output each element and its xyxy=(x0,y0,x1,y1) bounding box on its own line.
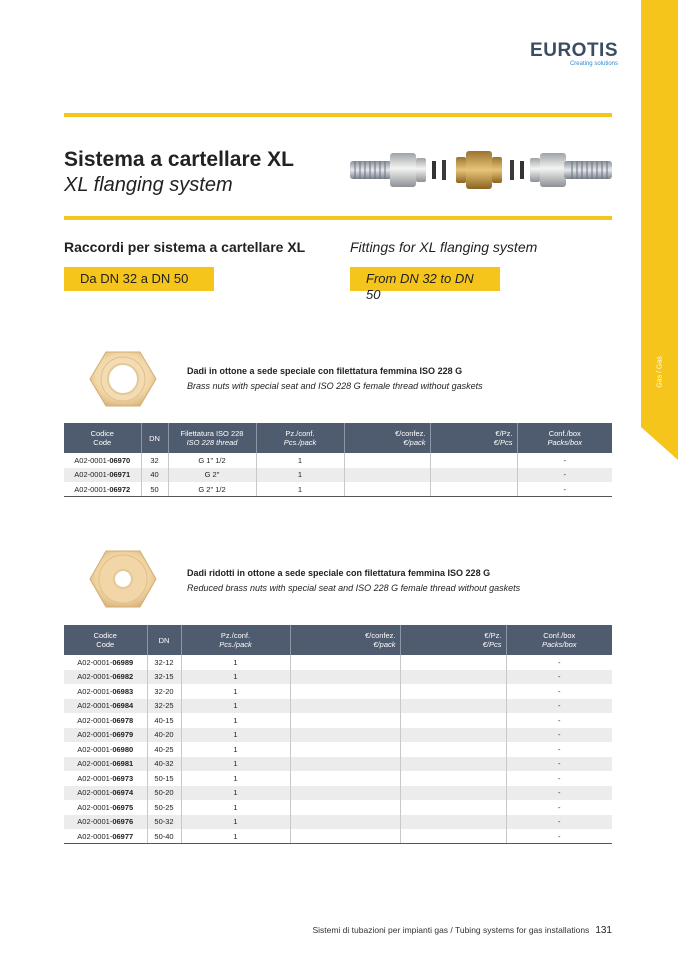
price-pcs-cell xyxy=(430,482,517,497)
price-pack-cell xyxy=(290,728,400,743)
dn-cell: 50-20 xyxy=(147,786,181,801)
col-price-pcs: €/Pz. €/Pcs xyxy=(400,625,506,655)
code-prefix: A02-0001- xyxy=(77,802,113,812)
packs-box-cell: - xyxy=(558,657,561,667)
pcs-pack-cell: 1 xyxy=(181,800,290,815)
page-number: 131 xyxy=(595,925,612,936)
table-header-row xyxy=(64,625,612,655)
price-pack-cell xyxy=(290,670,400,685)
code-cell xyxy=(64,742,147,757)
code-number: 06982 xyxy=(112,672,134,682)
price-pcs-cell xyxy=(400,670,506,685)
dn-cell: 32-12 xyxy=(147,655,181,670)
table-row xyxy=(64,713,612,728)
pcs-pack-cell: 1 xyxy=(181,742,290,757)
dn-cell: 50-15 xyxy=(147,771,181,786)
fittings-illustration xyxy=(350,147,612,193)
packs-box-cell: - xyxy=(558,802,561,812)
code-cell xyxy=(64,815,147,830)
packs-box-cell: - xyxy=(517,468,612,483)
code-prefix: A02-0001- xyxy=(77,744,113,754)
price-pack-cell xyxy=(290,815,400,830)
price-pack-cell xyxy=(290,757,400,772)
table-row xyxy=(64,453,612,468)
col-packs-box: Conf./box Packs/box xyxy=(517,423,612,453)
col-thread: Filettatura ISO 228 ISO 228 thread xyxy=(168,423,256,453)
code-cell xyxy=(64,829,147,844)
code-number: 06981 xyxy=(112,759,134,769)
packs-box-cell: - xyxy=(517,482,612,497)
chrome-nut-right xyxy=(540,153,566,187)
table-row xyxy=(64,670,612,685)
code-cell xyxy=(64,728,147,743)
price-pack-cell xyxy=(344,453,430,468)
code-cell xyxy=(64,482,141,497)
packs-box-cell: - xyxy=(506,728,612,743)
pcs-pack-cell: 1 xyxy=(256,468,344,483)
col-code: Codice Code xyxy=(64,423,141,453)
col-code: Codice Code xyxy=(64,625,147,655)
dn-cell: 32 xyxy=(141,453,168,468)
product1-title-en: Brass nuts with special seat and ISO 228 G female thread without gaskets xyxy=(187,381,483,391)
pcs-pack-cell: 1 xyxy=(181,699,290,714)
table-row xyxy=(64,684,612,699)
dn-cell: 32-25 xyxy=(147,699,181,714)
table-row xyxy=(64,655,612,670)
packs-box-cell: - xyxy=(506,699,612,714)
col-dn: DN xyxy=(141,423,168,453)
col-pcs-pack: Pz./conf. Pcs./pack xyxy=(181,625,290,655)
code-cell xyxy=(64,757,147,772)
pcs-pack-cell: 1 xyxy=(181,728,290,743)
code-prefix: A02-0001- xyxy=(77,672,113,682)
dn-cell: 40-15 xyxy=(147,713,181,728)
price-pack-cell xyxy=(290,684,400,699)
code-prefix: A02-0001- xyxy=(74,470,110,480)
side-tab xyxy=(641,0,678,460)
code-number: 06973 xyxy=(112,773,134,783)
price-pcs-cell xyxy=(400,800,506,815)
dn-cell: 50-32 xyxy=(147,815,181,830)
code-prefix: A02-0001- xyxy=(74,455,110,465)
product2-title-en: Reduced brass nuts with special seat and ISO 228 G female thread without gaskets xyxy=(187,583,521,593)
price-pcs-cell xyxy=(400,815,506,830)
col-price-pack: €/confez. €/pack xyxy=(290,625,400,655)
product2-table xyxy=(64,625,612,844)
table-row xyxy=(64,728,612,743)
section-subtitle-en: Fittings for XL flanging system xyxy=(350,239,538,255)
code-cell xyxy=(64,786,147,801)
table-row xyxy=(64,815,612,830)
brass-union xyxy=(456,157,466,183)
packs-box-cell: - xyxy=(506,786,612,801)
dn-cell: 40-20 xyxy=(147,728,181,743)
code-number: 06975 xyxy=(112,802,134,812)
page-title-en: XL flanging system xyxy=(64,174,233,196)
col-price-pack: €/confez. €/pack xyxy=(344,423,430,453)
price-pcs-cell xyxy=(400,655,506,670)
pcs-pack-cell: 1 xyxy=(181,757,290,772)
brand-name: EUROTIS xyxy=(530,40,618,61)
code-number: 06979 xyxy=(112,730,134,740)
code-prefix: A02-0001- xyxy=(77,773,113,783)
price-pcs-cell xyxy=(400,713,506,728)
price-pcs-cell xyxy=(400,699,506,714)
dn-cell: 40-25 xyxy=(147,742,181,757)
code-prefix: A02-0001- xyxy=(77,730,113,740)
code-cell xyxy=(64,655,147,670)
code-prefix: A02-0001- xyxy=(77,686,113,696)
gasket-right xyxy=(510,160,514,180)
packs-box-cell: - xyxy=(563,455,566,465)
pcs-pack-cell: 1 xyxy=(256,453,344,468)
packs-box-cell: - xyxy=(506,757,612,772)
dn-cell: 32-15 xyxy=(147,670,181,685)
packs-box-cell: - xyxy=(558,773,561,783)
col-dn: DN xyxy=(147,625,181,655)
code-number: 06974 xyxy=(112,788,134,798)
brand-tagline: Creating solutions xyxy=(569,61,618,67)
code-cell xyxy=(64,453,141,468)
table-header-row xyxy=(64,423,612,453)
corrugated-tube-right xyxy=(564,161,612,179)
code-cell xyxy=(64,468,141,483)
code-number: 06980 xyxy=(112,744,134,754)
code-number: 06970 xyxy=(109,455,131,465)
section-subtitle-it: Raccordi per sistema a cartellare XL xyxy=(64,239,306,255)
table-row xyxy=(64,786,612,801)
pcs-pack-cell: 1 xyxy=(181,655,290,670)
code-cell xyxy=(64,800,147,815)
table-row xyxy=(64,468,612,483)
code-cell xyxy=(64,699,147,714)
col-price-pcs: €/Pz. €/Pcs xyxy=(430,423,517,453)
col-packs-box: Conf./box Packs/box xyxy=(506,625,612,655)
price-pcs-cell xyxy=(400,757,506,772)
price-pack-cell xyxy=(290,742,400,757)
code-prefix: A02-0001- xyxy=(77,831,113,841)
divider-top xyxy=(64,113,612,117)
product1-table xyxy=(64,423,612,497)
code-cell xyxy=(64,771,147,786)
pcs-pack-cell: 1 xyxy=(181,670,290,685)
pcs-pack-cell: 1 xyxy=(181,713,290,728)
price-pack-cell xyxy=(344,468,430,483)
dn-cell: 40-32 xyxy=(147,757,181,772)
price-pcs-cell xyxy=(430,453,517,468)
code-number: 06984 xyxy=(112,701,134,711)
packs-box-cell: - xyxy=(558,686,561,696)
code-cell xyxy=(64,684,147,699)
price-pcs-cell xyxy=(400,742,506,757)
dn-cell: 50-40 xyxy=(147,829,181,844)
pcs-pack-cell: 1 xyxy=(181,829,290,844)
code-number: 06977 xyxy=(112,831,134,841)
pcs-pack-cell: 1 xyxy=(181,771,290,786)
price-pcs-cell xyxy=(400,728,506,743)
price-pcs-cell xyxy=(400,684,506,699)
table-row xyxy=(64,757,612,772)
code-prefix: A02-0001- xyxy=(77,817,113,827)
price-pack-cell xyxy=(290,655,400,670)
col-pcs-pack: Pz./conf. Pcs./pack xyxy=(256,423,344,453)
pcs-pack-cell: 1 xyxy=(181,684,290,699)
table-row xyxy=(64,699,612,714)
packs-box-cell: - xyxy=(506,670,612,685)
code-number: 06989 xyxy=(112,657,134,667)
dn-cell: 32-20 xyxy=(147,684,181,699)
price-pcs-cell xyxy=(430,468,517,483)
dn-cell: 50-25 xyxy=(147,800,181,815)
price-pack-cell xyxy=(290,786,400,801)
code-number: 06978 xyxy=(112,715,134,725)
page-footer xyxy=(312,925,612,936)
footer-text: Sistemi di tubazioni per impianti gas / Tubing systems for gas installations xyxy=(312,925,590,935)
table-row xyxy=(64,771,612,786)
dn-range-badge-it: Da DN 32 a DN 50 xyxy=(64,267,214,291)
packs-box-cell: - xyxy=(558,744,561,754)
packs-box-cell: - xyxy=(506,815,612,830)
corrugated-tube-left xyxy=(350,161,392,179)
price-pack-cell xyxy=(290,800,400,815)
gasket-left xyxy=(432,161,436,179)
dn-cell: 50 xyxy=(141,482,168,497)
price-pcs-cell xyxy=(400,786,506,801)
price-pcs-cell xyxy=(400,829,506,844)
price-pack-cell xyxy=(290,829,400,844)
code-number: 06983 xyxy=(112,686,134,696)
code-prefix: A02-0001- xyxy=(77,701,113,711)
table-row xyxy=(64,742,612,757)
code-prefix: A02-0001- xyxy=(77,788,113,798)
reduced-brass-nut-image xyxy=(88,548,158,610)
thread-cell: G 2" xyxy=(168,468,256,483)
price-pack-cell xyxy=(344,482,430,497)
code-cell xyxy=(64,670,147,685)
code-cell xyxy=(64,713,147,728)
code-prefix: A02-0001- xyxy=(74,484,110,494)
table-row xyxy=(64,800,612,815)
dn-cell: 40 xyxy=(141,468,168,483)
code-number: 06971 xyxy=(109,470,131,480)
code-prefix: A02-0001- xyxy=(77,715,113,725)
table-row xyxy=(64,482,612,497)
code-number: 06976 xyxy=(112,817,134,827)
brand-logo xyxy=(528,42,618,67)
pcs-pack-cell: 1 xyxy=(256,482,344,497)
chrome-nut-left xyxy=(390,153,416,187)
price-pack-cell xyxy=(290,699,400,714)
thread-cell: G 1" 1/2 xyxy=(168,453,256,468)
packs-box-cell: - xyxy=(558,715,561,725)
pcs-pack-cell: 1 xyxy=(181,786,290,801)
price-pack-cell xyxy=(290,771,400,786)
product2-title-it: Dadi ridotti in ottone a sede speciale con filettatura femmina ISO 228 G xyxy=(187,568,491,578)
page-title-it: Sistema a cartellare XL xyxy=(64,148,294,171)
packs-box-cell: - xyxy=(506,829,612,844)
table-row xyxy=(64,829,612,844)
pcs-pack-cell: 1 xyxy=(181,815,290,830)
divider-bottom xyxy=(64,216,612,220)
code-prefix: A02-0001- xyxy=(77,657,113,667)
brass-nut-image xyxy=(88,349,158,409)
side-tab-label: Gas / Gas xyxy=(656,356,664,388)
code-number: 06972 xyxy=(109,484,131,494)
thread-cell: G 2" 1/2 xyxy=(168,482,256,497)
code-prefix: A02-0001- xyxy=(77,759,113,769)
product1-title-it: Dadi in ottone a sede speciale con filettatura femmina ISO 228 G xyxy=(187,366,463,376)
price-pcs-cell xyxy=(400,771,506,786)
dn-range-badge-en: From DN 32 to DN 50 xyxy=(350,267,500,291)
price-pack-cell xyxy=(290,713,400,728)
